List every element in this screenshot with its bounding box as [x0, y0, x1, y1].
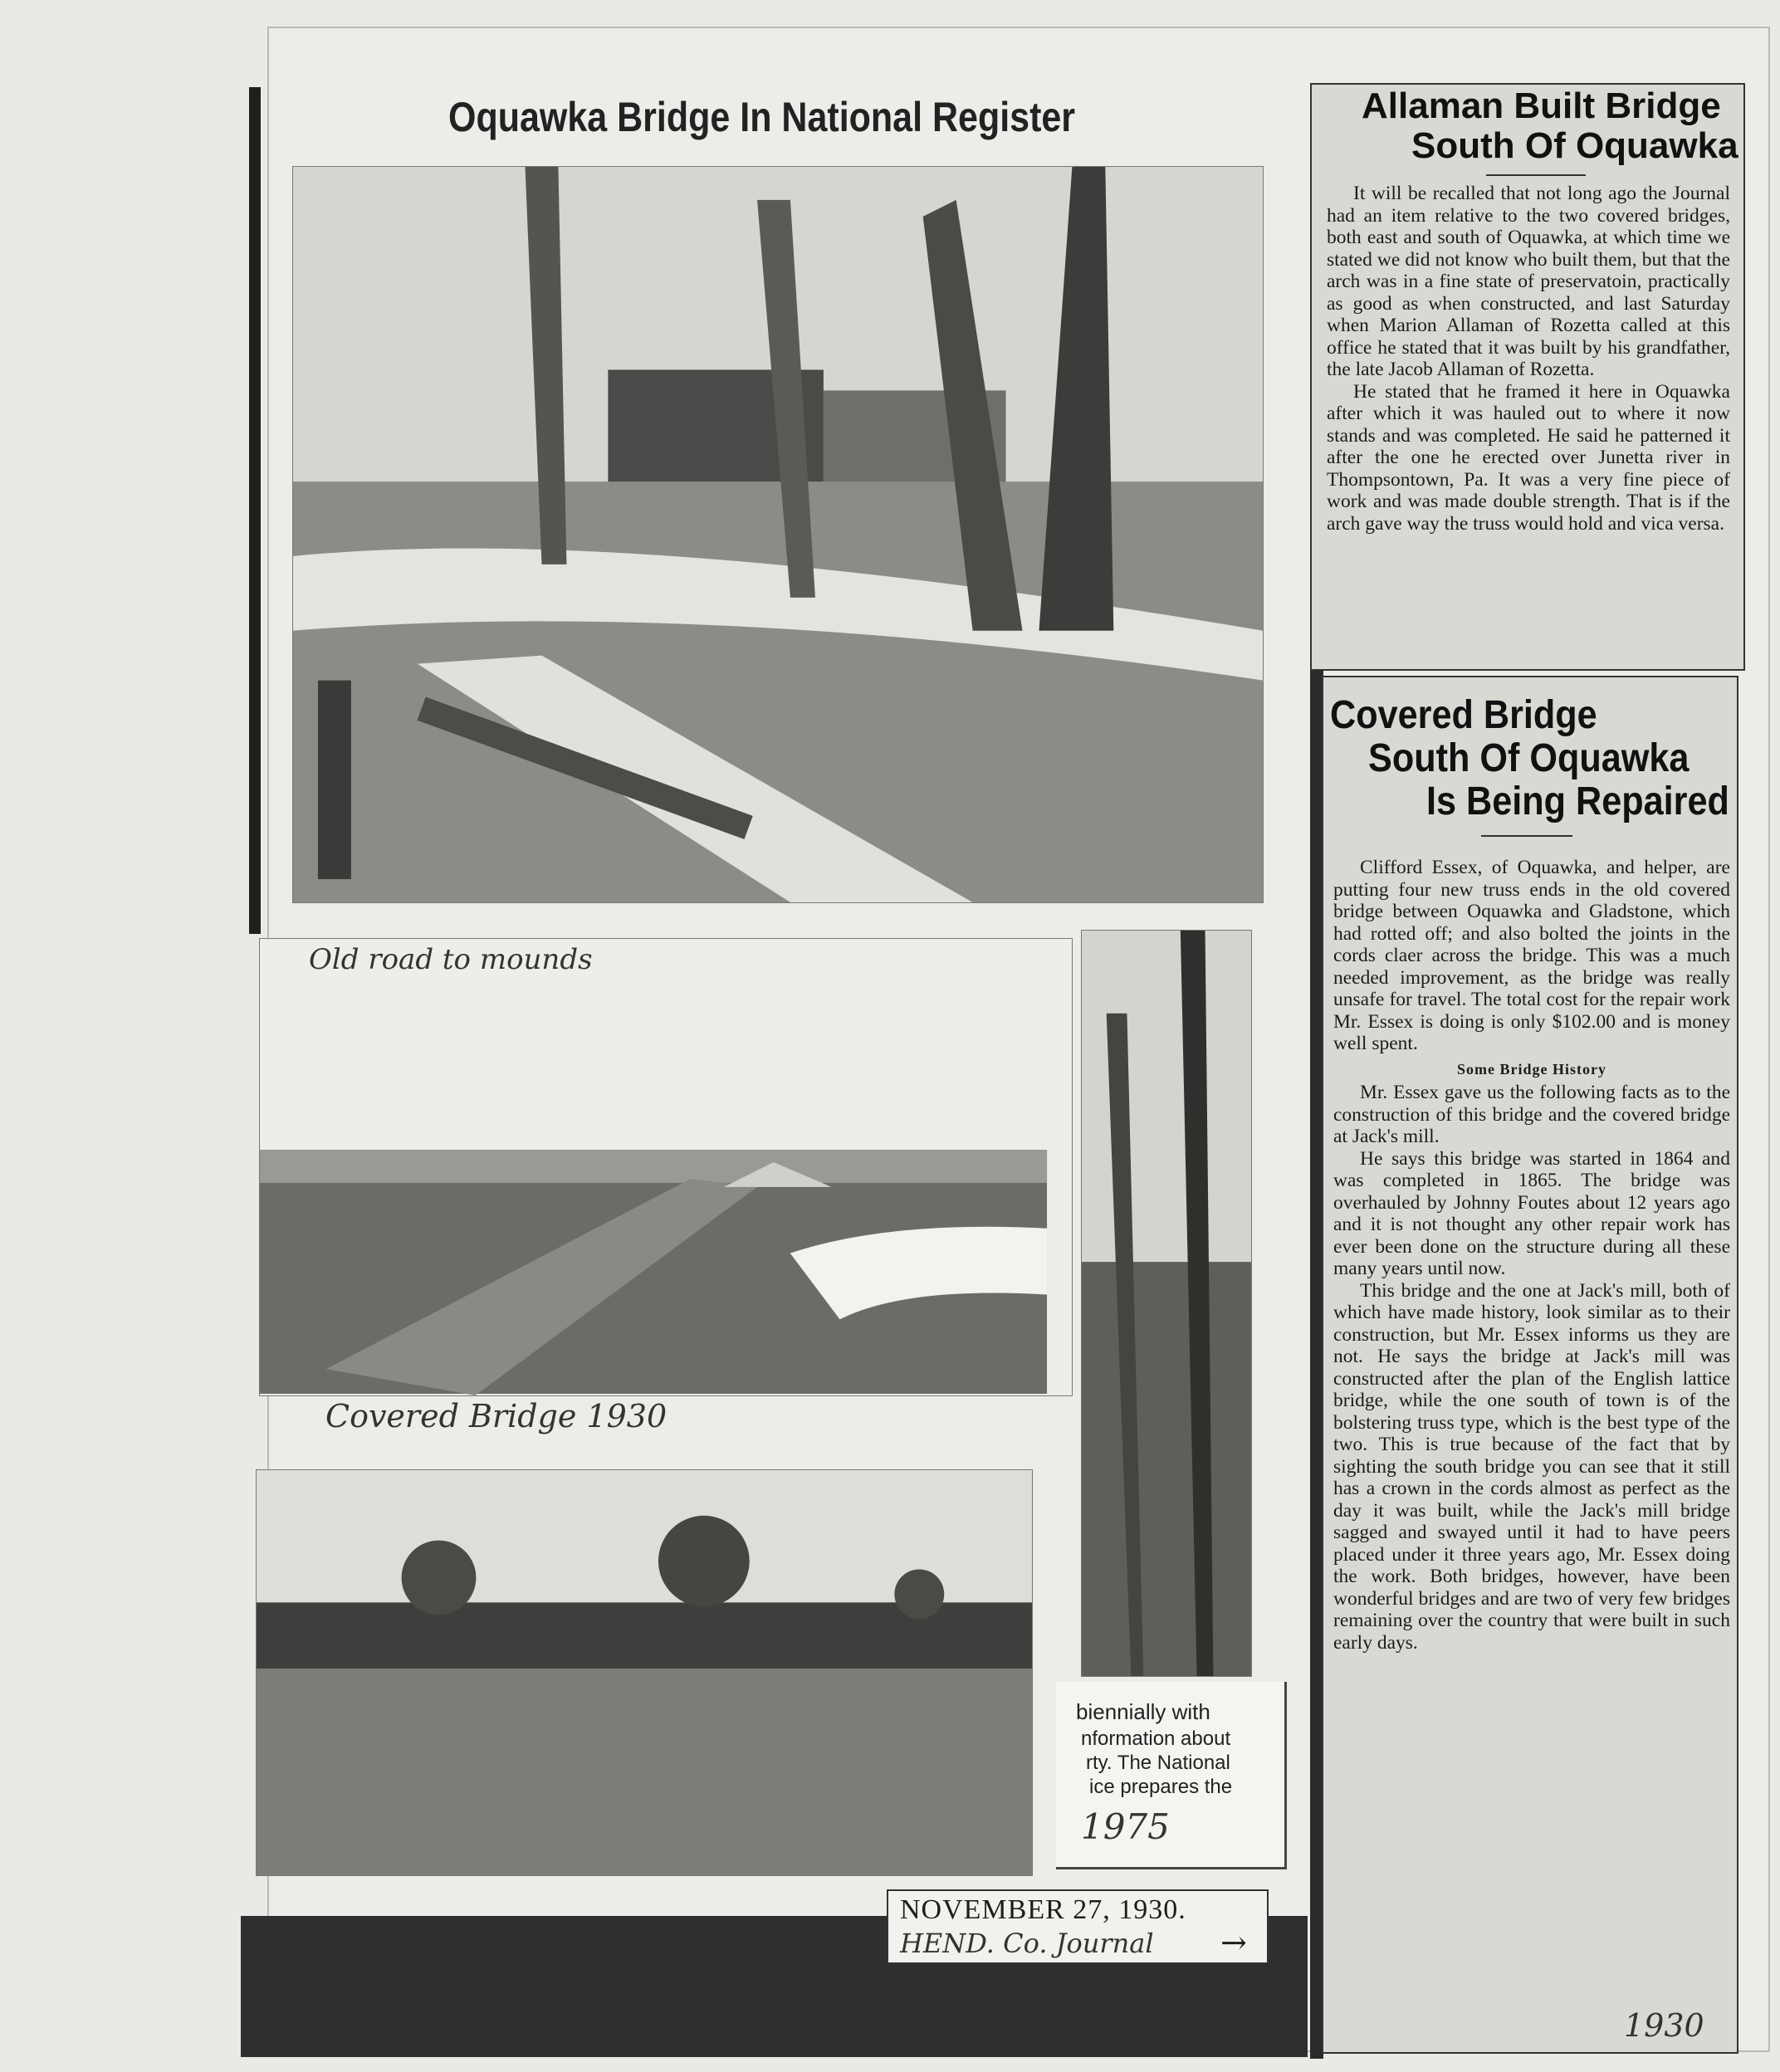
left-dark-rule	[249, 87, 261, 934]
photo-caption-covered-bridge: Covered Bridge 1930	[325, 1398, 668, 1434]
article-1-headline-line-2: South Of Oquawka	[1411, 125, 1738, 166]
article-2-paragraph: Clifford Essex, of Oquawka, and helper, are putting four new truss ends in the old covered bridge between Oquawka and Gladstone, which had rotted off; and also bolted the joints in the cords claer across the bridge. This was a much needed improvement, as the bridge was really unsafe for travel. The total cost for the repair work Mr. Essex is doing is only $102.00 and is money well spent.	[1333, 857, 1730, 1054]
article-2-body	[1333, 857, 1730, 1654]
handwritten-year-1930: 1930	[1624, 2007, 1704, 2044]
date-line: NOVEMBER 27, 1930.	[900, 1894, 1186, 1925]
source-note: HEND. Co. Journal	[900, 1928, 1154, 1959]
covered-bridge-photo	[292, 166, 1264, 903]
old-road-photo	[259, 938, 1073, 1396]
article-2-paragraph: Mr. Essex gave us the following facts as to the construction of this bridge and the covered bridge at Jack's mill.	[1333, 1082, 1730, 1147]
arrow-mark: →	[1220, 1924, 1247, 1961]
article-1-paragraph: He stated that he framed it here in Oquawka after which it was hauled out to where it now stands and was completed. He said he patterned it after the one he erected over Junetta river in Thompsontown, Pa. It was a very fine piece of work and was made double strength. That is if the arch gave way the truss would hold and vica versa.	[1327, 380, 1730, 535]
article-2-paragraph: He says this bridge was started in 1864 and was completed in 1865. The bridge was overhauled by Johnny Foutes about 12 years ago and it is not thought any other repair work has ever been done on the structure during all these many years until now.	[1333, 1147, 1730, 1279]
article-2-paragraph: This bridge and the one at Jack's mill, both of which have made history, look similar as to their construction, but Mr. Essex informs us they are not. He says the bridge at Jack's mill was constructed after the plan of the English lattice bridge, while the one south of town is of the bolstering truss type, which is the best type of the two. This is true because of the fact that by sighting the south bridge you can see that it still has a crown in the cords almost as perfect as the day it was built, while the Jack's mill bridge sagged and swayed until it had to have peers placed under it three years ago, Mr. Essex doing the work. Both bridges, however, have been wonderful bridges and are two of very few bridges remaining over the country that were built in such early days.	[1333, 1279, 1730, 1654]
article-2-headline-line-3: Is Being Repaired	[1426, 779, 1729, 823]
photo-caption-old-road: Old road to mounds	[309, 943, 593, 976]
article-covered-bridge-repaired	[1322, 676, 1738, 2054]
article-2-headline-line-2: South Of Oquawka	[1368, 736, 1690, 780]
headline-rule	[1486, 174, 1586, 176]
page-headline: Oquawka Bridge In National Register	[448, 94, 1076, 140]
article-allaman-built-bridge	[1310, 83, 1745, 671]
clip-line-2: nformation about	[1081, 1727, 1231, 1750]
clip-line-1: biennially with	[1076, 1699, 1210, 1724]
article-2-subhead: Some Bridge History	[1457, 1060, 1606, 1078]
national-register-clipping	[1056, 1682, 1287, 1869]
headline-rule	[1481, 835, 1572, 837]
article-2-headline-line-1: Covered Bridge	[1330, 693, 1597, 737]
clip-line-3: rty. The National	[1086, 1752, 1230, 1774]
article-1-headline-line-1: Allaman Built Bridge	[1362, 86, 1721, 126]
clip-line-4: ice prepares the	[1089, 1776, 1233, 1798]
article-1-paragraph: It will be recalled that not long ago the Journal had an item relative to the two covered bridges, both east and south of Oquawka, at which time we stated we did not know who built them, but that the arch was in a fine state of preservatoin, practically as good as when constructed, and last Saturday when Marion Allaman of Rozetta called at this office he stated that it was built by his grandfather, the late Jacob Allaman of Rozetta.	[1327, 183, 1730, 380]
flooded-field-photo	[256, 1469, 1033, 1876]
trees-photo	[1081, 930, 1252, 1677]
article-1-body	[1327, 183, 1730, 535]
date-strip	[887, 1889, 1269, 1964]
handwritten-year-1975: 1975	[1081, 1806, 1170, 1847]
